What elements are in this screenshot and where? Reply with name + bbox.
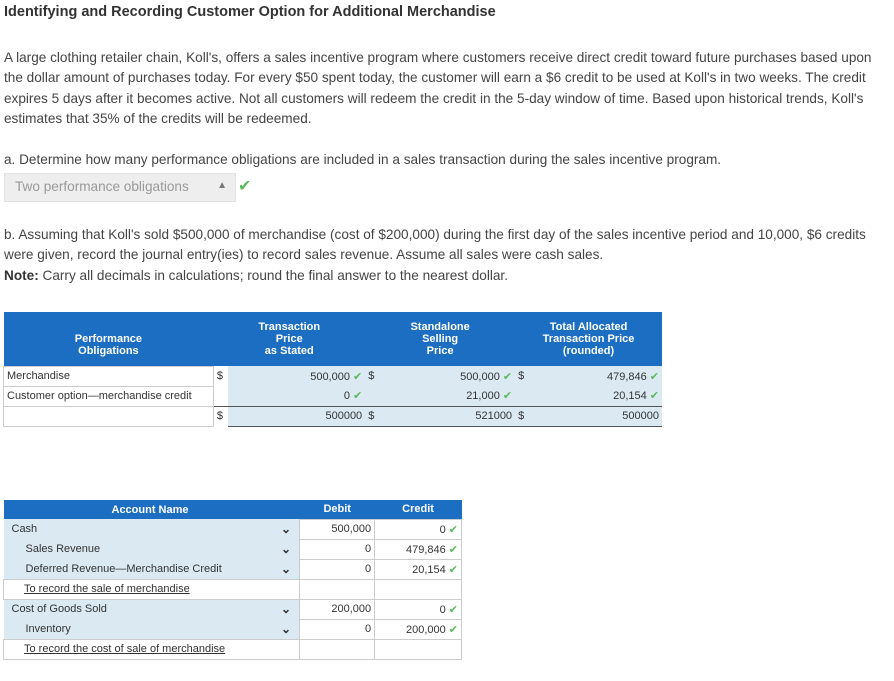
alloc-total: 500000 bbox=[529, 406, 662, 426]
col-header-price: Transaction Price as Stated bbox=[213, 312, 365, 366]
col-header-obligations: Performance Obligations bbox=[4, 312, 214, 366]
currency-symbol: $ bbox=[365, 366, 380, 386]
table-row bbox=[4, 519, 462, 539]
note-label: Note: bbox=[4, 267, 39, 283]
ssp-input[interactable]: 500,000 ✔ bbox=[380, 366, 515, 386]
table-row bbox=[4, 539, 462, 559]
account-select[interactable]: Deferred Revenue—Merchandise Credit bbox=[4, 559, 273, 579]
col-header-alloc: Total Allocated Transaction Price (rounded) bbox=[515, 312, 662, 366]
row-label: Merchandise bbox=[4, 366, 214, 386]
row-label: Customer option—merchandise credit bbox=[4, 386, 214, 406]
debit-input[interactable]: 0 bbox=[300, 539, 375, 559]
price-total: 500000 bbox=[228, 406, 365, 426]
credit-input[interactable]: 200,000 ✔ bbox=[375, 619, 462, 639]
note-text: Carry all decimals in calculations; round the final answer to the nearest dollar. bbox=[38, 267, 508, 283]
alloc-input[interactable]: 479,846 ✔ bbox=[529, 366, 662, 386]
credit-input[interactable]: 20,154 ✔ bbox=[375, 559, 462, 579]
col-header-account: Account Name bbox=[4, 500, 300, 519]
ssp-input[interactable]: 21,000 ✔ bbox=[380, 386, 515, 406]
chevron-down-icon[interactable]: ⌄ bbox=[273, 559, 300, 579]
chevron-down-icon[interactable]: ⌄ bbox=[273, 519, 300, 539]
question-b-text: b. Assuming that Koll's sold $500,000 of merchandise (cost of $200,000) during the first day of the sales incentive period and 10,000, $6 credits were given, record the journal entry(ies) to record sales revenue. Assume all sales were cash sales. bbox=[4, 227, 866, 263]
question-b bbox=[4, 225, 886, 286]
allocation-table bbox=[3, 312, 662, 427]
obligations-select-value: Two performance obligations bbox=[15, 179, 189, 194]
alloc-input[interactable]: 20,154 ✔ bbox=[529, 386, 662, 406]
debit-input[interactable]: 0 bbox=[300, 559, 375, 579]
question-a: a. Determine how many performance obligations are included in a sales transaction during the sales incentive program. bbox=[4, 152, 722, 167]
price-input[interactable]: 0 ✔ bbox=[228, 386, 365, 406]
chevron-down-icon[interactable]: ⌄ bbox=[273, 619, 300, 639]
intro-paragraph: A large clothing retailer chain, Koll's, offers a sales incentive program where customers receive direct credit toward future purchases based upon the dollar amount of purchases today. For every $50 spent today, the customer will earn a $6 credit to be used at Koll's in two weeks. The credit expires 5 days after it becomes active. Not all customers will redeem the credit in the 5-day window of time. Based upon historical trends, Koll's estimates that 35% of the credits will be redeemed. bbox=[4, 50, 872, 126]
ssp-total: 521000 bbox=[380, 406, 515, 426]
currency-symbol: $ bbox=[365, 406, 380, 426]
price-input[interactable]: 500,000 ✔ bbox=[228, 366, 365, 386]
credit-input[interactable]: 0 ✔ bbox=[375, 599, 462, 619]
updown-icon: ▲ bbox=[217, 180, 227, 191]
table-row bbox=[4, 599, 462, 619]
totals-row bbox=[4, 406, 663, 426]
table-row bbox=[4, 366, 663, 386]
table-row bbox=[4, 559, 462, 579]
debit-input[interactable]: 500,000 bbox=[300, 519, 375, 539]
credit-input[interactable]: 479,846 ✔ bbox=[375, 539, 462, 559]
memo-text: To record the sale of merchandise bbox=[24, 583, 190, 595]
memo-row bbox=[4, 579, 462, 599]
memo-text: To record the cost of sale of merchandise bbox=[24, 643, 226, 655]
account-select[interactable]: Cash bbox=[4, 519, 273, 539]
check-icon: ✔ bbox=[238, 178, 252, 195]
col-header-ssp: Standalone Selling Price bbox=[365, 312, 515, 366]
debit-input[interactable]: 0 bbox=[300, 619, 375, 639]
chevron-down-icon[interactable]: ⌄ bbox=[273, 539, 300, 559]
credit-input[interactable]: 0 ✔ bbox=[375, 519, 462, 539]
currency-symbol: $ bbox=[515, 406, 529, 426]
chevron-down-icon[interactable]: ⌄ bbox=[273, 599, 300, 619]
obligations-select[interactable] bbox=[4, 173, 236, 202]
page-title: Identifying and Recording Customer Option for Additional Merchandise bbox=[4, 4, 496, 20]
journal-table bbox=[3, 500, 462, 660]
col-header-debit: Debit bbox=[300, 500, 375, 519]
account-select[interactable]: Cost of Goods Sold bbox=[4, 599, 273, 619]
currency-symbol: $ bbox=[515, 366, 529, 386]
col-header-credit: Credit bbox=[375, 500, 462, 519]
table-row bbox=[4, 619, 462, 639]
memo-row bbox=[4, 639, 462, 659]
table-row bbox=[4, 386, 663, 406]
account-select[interactable]: Sales Revenue bbox=[4, 539, 273, 559]
currency-symbol: $ bbox=[213, 366, 228, 386]
debit-input[interactable]: 200,000 bbox=[300, 599, 375, 619]
currency-symbol: $ bbox=[213, 406, 228, 426]
account-select[interactable]: Inventory bbox=[4, 619, 273, 639]
